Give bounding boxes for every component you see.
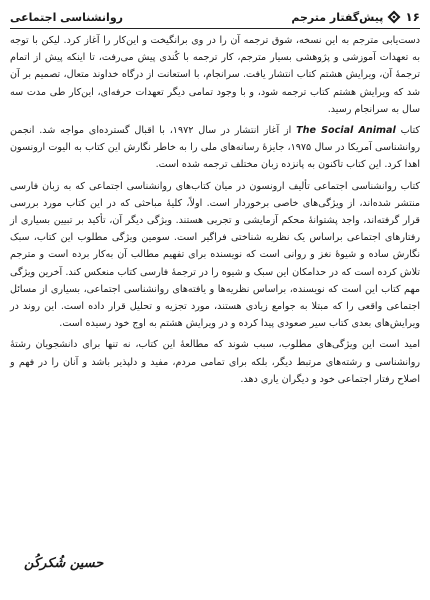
running-header [10, 6, 420, 29]
book-title: روانشناسی اجتماعی [10, 10, 123, 24]
body-text [10, 32, 420, 388]
book-original-title: The Social Animal [296, 125, 396, 137]
page-number: ۱۶ [405, 10, 420, 24]
paragraph-1: دست‌یابی مترجم به این نسخه، شوق ترجمه آن را در وی برانگیخت و این‌کار را آغاز کرد. لیکن با توجه به تعهدات آموزشی و پژوهشی بسیار مترجم، کار ترجمه با کُندی پیش می‌رفت، تا اینکه پیش از اتمام ترجمهٔ آن، ویرایش هشتم کتاب انتشار یافت. سرانجام، با استعانت از درگاه خداوند متعال، تصمیم بر آن شد که ویرایش هشتم کتاب ترجمه شود، و با وجود تمامی دیگر تعهدات حرفه‌ای، این‌کار طی مدت سه سال به سرانجام رسید. [10, 35, 420, 115]
diamond-ornament-icon [387, 10, 401, 24]
paragraph-2-rest: از آغاز انتشار در سال ۱۹۷۲، با اقبال گسترده‌ای مواجه شد. انجمن روانشناسی آمریکا در سال ۱۹۷۵، جایزهٔ رسانه‌های ملی را به خاطر نگارش این کتاب به الیوت ارونسون اهدا کرد. این کتاب تاکنون به پانزده زبان مختلف ترجمه شده است. [10, 125, 420, 171]
translator-signature: حسین شُکرکُن [24, 556, 104, 571]
paragraph-2 [10, 122, 420, 174]
header-right-group [291, 10, 420, 24]
paragraph-2-start: کتاب [395, 125, 420, 137]
paragraph-3: کتاب روانشناسی اجتماعی تألیف ارونسون در میان کتاب‌های روانشناسی اجتماعی که به زبان فارسی منتشر شده‌اند، از ویژگی‌های خاصی برخوردار است. اولاً، کلیهٔ مباحثی که در این کتاب مورد بررسی قرار گرفته‌اند، واجد پشتوانهٔ محکم آزمایشی و تجربی هستند. ویژگی دیگر آن، تأکید بر تبیین بسیاری از رفتارهای اجتماعی براساس یک نظریه شناختی فراگیر است. سومین ویژگی مطلوب این کتاب، سبک نگارش ساده و شیوهٔ نغز و روانی است که نویسنده برای تفهیم مطالب آن به‌کار برده است و مترجم تلاش کرده است که در حدامکان این سبک و شیوه را در ترجمهٔ فارسی کتاب منعکس کند. آخرین ویژگی مهم کتاب این است که نویسنده، براساس نظریه‌ها و یافته‌های روانشناسی اجتماعی، بسیاری از مسائل اجتماعی واقعی را که مبتلا به جوامع زیادی هستند، مورد تجزیه و تحلیل قرار داده است. این روند در ویرایش‌های بعدی کتاب سیر صعودی پیدا کرده و در ویرایش هشتم به اوج خود رسیده است. [10, 180, 420, 330]
section-title: پیش‌گفتار مترجم [291, 10, 384, 24]
paragraph-4: امید است این ویژگی‌های مطلوب، سبب شوند که مطالعهٔ این کتاب، نه تنها برای دانشجویان رشتهٔ روانشناسی و رشته‌های مرتبط دیگر، بلکه برای تمامی مردم، مفید و دلپذیر باشد و آنان را در فهم و اصلاح رفتار اجتماعی خود و دیگران یاری دهد. [10, 339, 420, 385]
